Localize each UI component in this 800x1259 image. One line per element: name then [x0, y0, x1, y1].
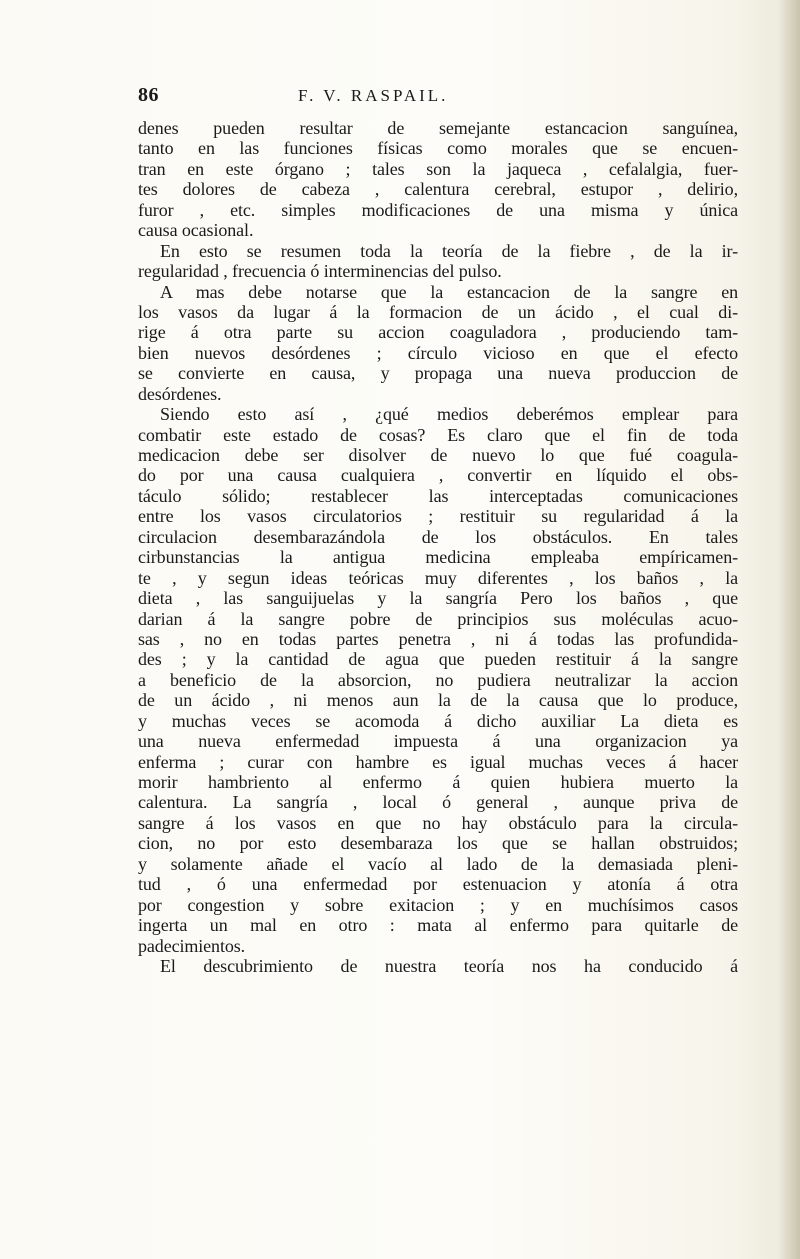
text-line: cirbunstancias la antigua medicina empleaba empíricamen- [138, 547, 738, 568]
text-line: y muchas veces se acomoda á dicho auxiliar La dieta es [138, 710, 738, 731]
text-line: bien nuevos desórdenes ; círculo vicioso en que el efecto [138, 342, 738, 363]
running-head: F. V. RASPAIL. [298, 86, 449, 105]
text-line: por congestion y sobre exitacion ; y en muchísimos casos [138, 894, 738, 915]
text-line: se convierte en causa, y propaga una nueva produccion de [138, 363, 738, 384]
text-line: furor , etc. simples modificaciones de una misma y única [138, 199, 738, 220]
text-line: sangre á los vasos en que no hay obstáculo para la circula- [138, 812, 738, 833]
text-line: tran en este órgano ; tales son la jaqueca , cefalalgia, fuer- [138, 158, 738, 179]
text-line: padecimientos. [138, 935, 246, 956]
text-line: morir hambriento al enfermo á quien hubiera muerto la [138, 772, 738, 792]
text-line: ingerta un mal en otro : mata al enfermo para quitarle de [138, 915, 738, 936]
text-line: a beneficio de la absorcion, no pudiera neutralizar la accion [138, 669, 738, 690]
text-line: circulacion desembarazándola de los obstáculos. En tales [138, 526, 738, 547]
text-line: tanto en las funciones físicas como morales que se encuen- [138, 138, 738, 159]
text-line: En esto se resumen toda la teoría de la fiebre , de la ir- [160, 240, 738, 261]
page-binding-edge [766, 0, 800, 1259]
text-line: medicacion debe ser disolver de nuevo lo que fué coagula- [138, 445, 738, 465]
text-line: denes pueden resultar de semejante estancacion sanguínea, [138, 118, 738, 138]
page-number: 86 [138, 84, 159, 106]
text-line: te , y segun ideas teóricas muy diferentes , los baños , la [138, 567, 738, 588]
text-line: combatir este estado de cosas? Es claro que el fin de toda [138, 424, 738, 445]
page-header [138, 84, 738, 114]
text-line: sas , no en todas partes penetra , ni á todas las profundida- [138, 628, 738, 649]
text-line: tes dolores de cabeza , calentura cerebral, estupor , delirio, [138, 179, 738, 200]
text-line: cion, no por esto desembaraza los que se hallan obstruidos; [138, 833, 738, 854]
text-line: y solamente añade el vacío al lado de la demasiada pleni- [138, 853, 738, 874]
text-line: do por una causa cualquiera , convertir en líquido el obs- [138, 465, 738, 486]
text-line: regularidad , frecuencia ó interminencias del pulso. [138, 261, 502, 282]
text-line: causa ocasional. [138, 220, 254, 241]
text-line: darian á la sangre pobre de principios sus moléculas acuo- [138, 608, 738, 629]
text-line: rige á otra parte su accion coaguladora , produciendo tam- [138, 322, 738, 343]
text-line: los vasos da lugar á la formacion de un ácido , el cual di- [138, 301, 738, 322]
text-line: enferma ; curar con hambre es igual muchas veces á hacer [138, 751, 738, 772]
text-line: calentura. La sangría , local ó general , aunque priva de [138, 792, 738, 813]
text-line: táculo sólido; restablecer las interceptadas comunicaciones [138, 485, 738, 506]
text-line: A mas debe notarse que la estancacion de la sangre en [160, 281, 738, 302]
text-line: tud , ó una enfermedad por estenuacion y atonía á otra [138, 874, 738, 895]
body-text [138, 118, 738, 976]
text-line: des ; y la cantidad de agua que pueden restituir á la sangre [138, 649, 738, 670]
text-line: Siendo esto así , ¿qué medios deberémos emplear para [160, 404, 738, 425]
text-line: El descubrimiento de nuestra teoría nos ha conducido á [160, 955, 738, 976]
text-line: entre los vasos circulatorios ; restituir su regularidad á la [138, 506, 738, 527]
text-line: desórdenes. [138, 383, 222, 404]
text-line: una nueva enfermedad impuesta á una organizacion ya [138, 731, 738, 752]
text-line: dieta , las sanguijuelas y la sangría Pero los baños , que [138, 588, 738, 609]
text-line: de un ácido , ni menos aun la de la causa que lo produce, [138, 690, 738, 711]
